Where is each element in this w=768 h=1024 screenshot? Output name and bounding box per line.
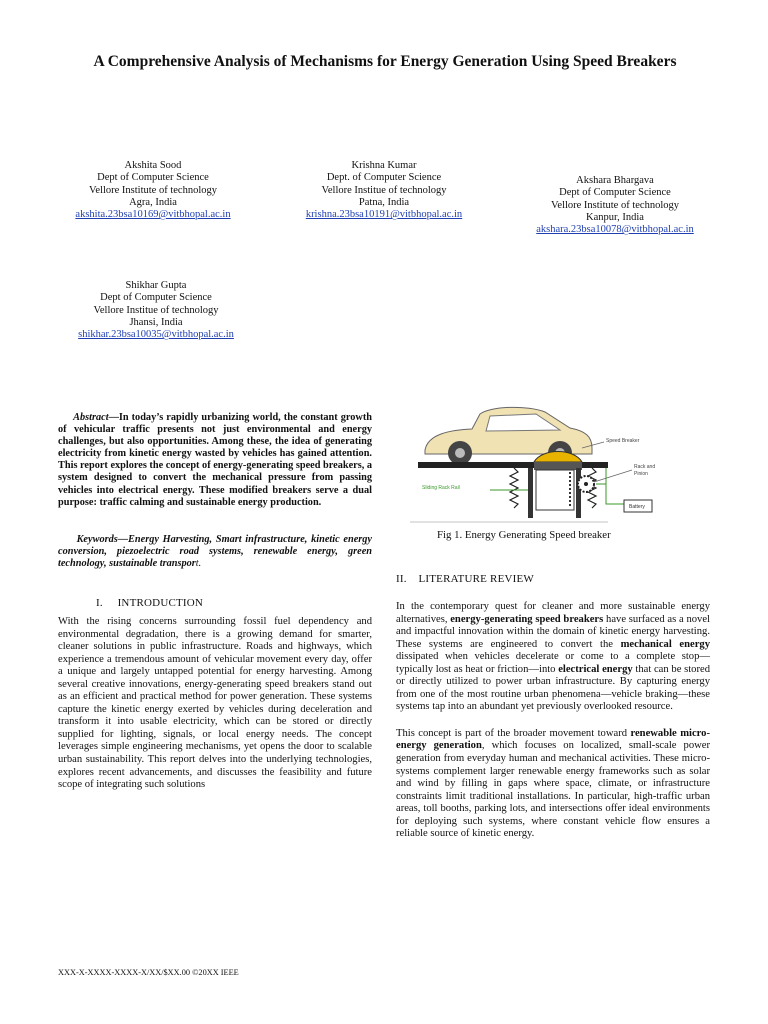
author-city: Agra, India [129, 196, 177, 208]
author-block-1 [58, 160, 248, 221]
author-email-link[interactable]: akshara.23bsa10078@vitbhopal.ac.in [536, 224, 694, 236]
pit-wall-left [528, 468, 533, 518]
introduction-text [58, 616, 372, 806]
text-run: have surfaced as a novel and impactful innovation within the domain of kinetic energy harvesting. These systems are engineered to convert the [396, 613, 710, 650]
literature-review-text [396, 601, 710, 855]
author-name: Akshara Bhargava [576, 175, 654, 186]
author-block-3 [520, 175, 710, 236]
author-city: Patna, India [358, 196, 410, 208]
text-run: that can be stored or directly utilized to power urban infrastructure. By capturing energy from one of the most routine urban phenomena—vehicle braking—these systems tap into an abundant yet previously overlooked resource. [396, 663, 710, 713]
abstract [58, 412, 372, 509]
author-name: Shikhar Gupta [125, 280, 187, 291]
bold-term: electrical energy [558, 663, 633, 675]
author-name: Akshita Sood [124, 160, 182, 171]
section-heading-literature-review: II. LITERATURE REVIEW [396, 573, 534, 585]
bold-term: energy-generating speed breakers [450, 613, 604, 625]
author-block-2 [288, 160, 480, 221]
author-dept: Dept. of Computer Science [326, 172, 442, 184]
keywords [58, 534, 372, 570]
bold-term: mechanical energy [620, 638, 711, 650]
author-email-link[interactable]: akshita.23bsa10169@vitbhopal.ac.in [75, 209, 231, 221]
rack-label: Rack and [634, 464, 656, 470]
rack-plunger [536, 470, 574, 510]
literature-paragraph-2 [396, 728, 710, 841]
author-institution: Vellore Institue of technology [93, 304, 219, 316]
author-email-link[interactable]: shikhar.23bsa10035@vitbhopal.ac.in [78, 329, 234, 341]
author-block-4 [58, 280, 254, 341]
copyright-footer: XXX-X-XXXX-XXXX-X/XX/$XX.00 ©20XX IEEE [58, 968, 239, 977]
speed-breaker-figure [410, 404, 708, 526]
author-city: Jhansi, India [129, 316, 183, 328]
author-institution: Vellore Institue of technology [321, 184, 447, 196]
abstract-label: Abstract [73, 412, 109, 423]
rail-label: Sliding Rack Rail [422, 485, 460, 491]
literature-paragraph-1 [396, 601, 710, 714]
author-institution: Vellore Institute of technology [88, 184, 217, 196]
section-heading-introduction: I. INTRODUCTION [96, 597, 204, 609]
author-institution: Vellore Institute of technology [550, 199, 679, 211]
author-name: Krishna Kumar [351, 160, 417, 171]
battery-label: Battery [629, 504, 645, 510]
pinion-label: Pinion [634, 471, 648, 477]
author-dept: Dept of Computer Science [97, 172, 209, 184]
keywords-tail: t. [195, 558, 202, 570]
speed-breaker-label: Speed Breaker [606, 438, 640, 444]
abstract-text: —In today’s rapidly urbanizing world, the constant growth of vehicular traffic presents not just environmental and energy challenges, but also opportunities. Among these, the idea of generating electricity from kinetic energy wasted by vehicles has gained attention. This report explores the concept of energy-generating speed breakers, a system designed to convert the mechanical pressure from passing vehicles into electrical energy. These modified breakers serve a dual purpose: traffic calming and sustainable energy production. [58, 412, 373, 508]
introduction-paragraph: With the rising concerns surrounding fossil fuel dependency and environmental degradation, there is a growing demand for smarter, cleaner solutions in public infrastructure. Roads and highways, which experience a tremendous amount of vehicular movement every day, offer a unique and largely untapped potential for energy harvesting. Among several creative innovations, energy-generating speed breakers stand out as an efficient and practical method for power generation. These systems capture the kinetic energy exerted by vehicles during deceleration and transform it into usable electricity, which can be stored or directly supplied for lighting, signals, or local energy needs. The concept leverages simple engineering mechanisms, yet opens the door to scalable urban sustainability. This report delves into the underlying technologies, explores recent advancements, and discusses the feasibility and future scope of integrating such solutions [58, 616, 372, 791]
paper-title: A Comprehensive Analysis of Mechanisms for Energy Generation Using Speed Breakers [93, 53, 677, 70]
author-dept: Dept of Computer Science [559, 187, 671, 199]
figure-caption: Fig 1. Energy Generating Speed breaker [437, 529, 611, 541]
text-run: This concept is part of the broader movement toward [396, 727, 631, 739]
text-run: In the contemporary quest for cleaner and more sustainable energy alternatives, [396, 601, 710, 625]
author-email-link[interactable]: krishna.23bsa10191@vitbhopal.ac.in [305, 209, 463, 221]
keywords-text: Keywords—Energy Harvesting, Smart infrastructure, kinetic energy conversion, piezoelectric road systems, renewable energy, green technology, sustainable transpor [58, 534, 372, 570]
text-run: , which focuses on localized, small-scale power generation from everyday human and mechanical activities. These micro-systems complement larger renewable energy frameworks such as solar and wind by filling in gaps where space, climate, or infrastructure constraints limit traditional installations. In particular, high-traffic urban areas, toll booths, parking lots, and intersections offer ideal environments for deploying such systems, where constant vehicle flow ensures a reliable source of kinetic energy. [396, 740, 710, 840]
breaker-housing [534, 462, 582, 470]
author-dept: Dept of Computer Science [100, 292, 212, 304]
pit-wall-right [576, 468, 581, 518]
bold-term: renewable micro-energy generation [396, 727, 710, 752]
text-run: dissipated when vehicles decelerate or come to a complete stop—typically lost as heat or friction—into [396, 651, 710, 675]
author-city: Kanpur, India [586, 211, 644, 223]
